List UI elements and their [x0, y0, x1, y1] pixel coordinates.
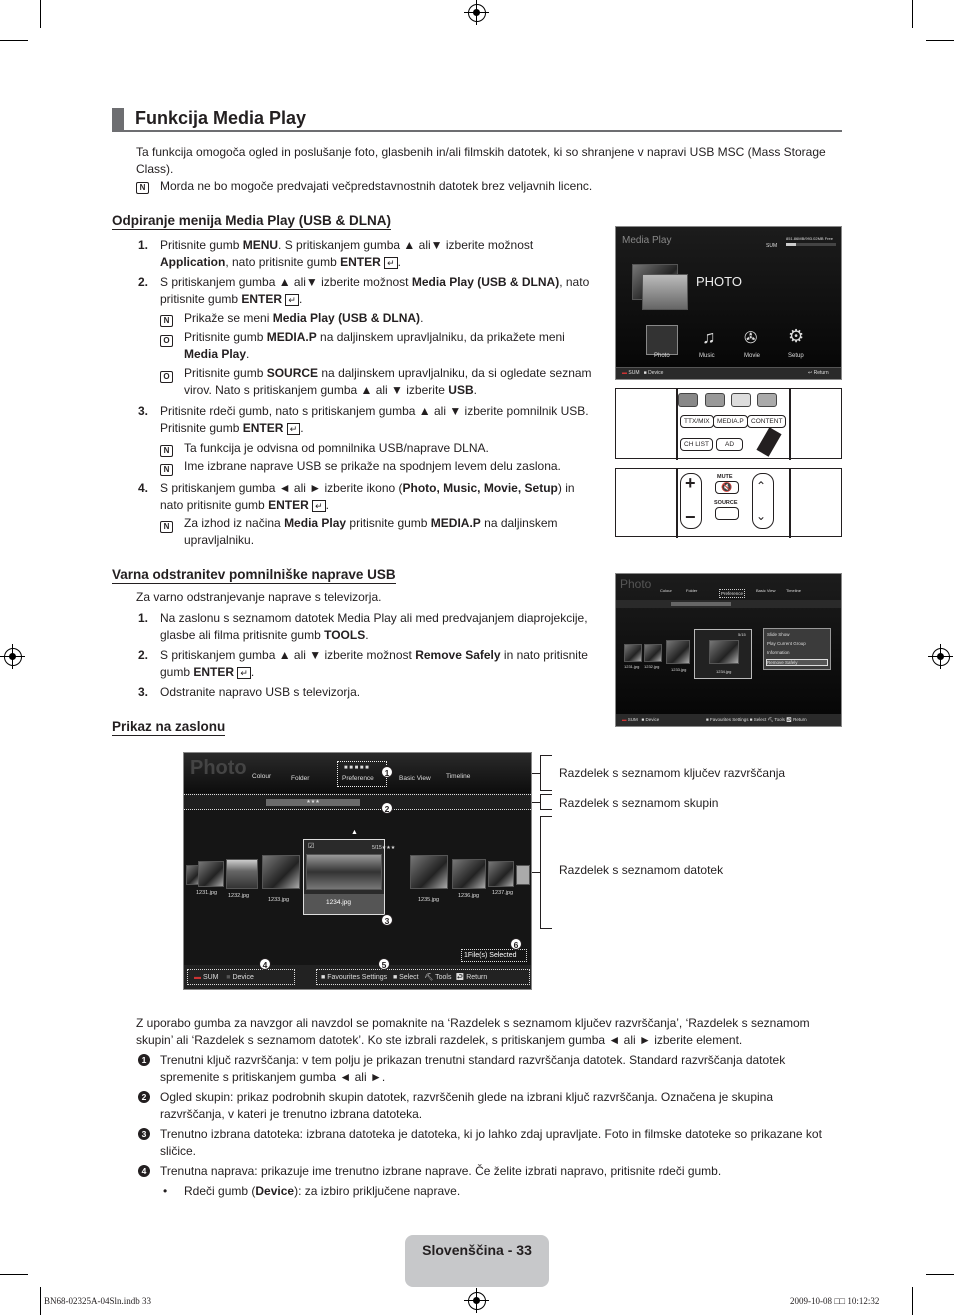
registration-mark	[932, 648, 950, 666]
selected-count: 1File(s) Selected	[464, 952, 517, 959]
note-5: Ime izbrane naprave USB se prikaže na spodnjem levem delu zaslona.	[184, 459, 561, 473]
browser-title: Photo	[190, 757, 247, 779]
section3-body: Z uporabo gumba za navzgor ali navzdol se pomaknite na ‘Razdelek s seznamom ključev razvrščanja’, ‘Razdelek s seznamom skupin’ ali ‘Razdelek s seznamom datotek’. Ko ste izbrali razdelek, s pritiskanjem gumba ◄ ali ► izberite element.	[136, 1016, 810, 1047]
print-file-info: BN68-02325A-04Sln.indb 33	[44, 1296, 152, 1306]
registration-mark	[4, 648, 22, 666]
setup-icon: ⚙	[788, 326, 805, 346]
menu-slide-show[interactable]: Slide Show	[767, 632, 790, 637]
note-1: Prikaže se meni Media Play (USB & DLNA).	[184, 311, 424, 325]
mute-label: MUTE	[717, 474, 733, 480]
intro-text: Ta funkcija omogoča ogled in poslušanje foto, glasbenih in/ali filmskih datotek, ki so shranjene v napravi USB MSC (Mass Storage Class).	[136, 145, 826, 176]
item-2: Ogled skupin: prikaz podrobnih skupin datotek, razvrščenih glede na izbrani ključ razvrščanja. Označena je skupina razvrščanja, v kateri je trenutno izbrana datoteka.	[160, 1090, 774, 1121]
menu-play-current-group[interactable]: Play Current Group	[767, 641, 806, 646]
group-list[interactable]: ★★★	[184, 794, 532, 810]
remote-illustration-1	[615, 388, 842, 459]
sort-key-basic-view[interactable]: Basic View	[399, 775, 431, 782]
tools-popup	[763, 628, 831, 670]
note-icon: N	[160, 445, 173, 457]
registration-mark	[468, 1292, 486, 1310]
intro-note-text: Morda ne bo mogoče predvajati večpredstavnostnih datotek brez veljavnih licenc.	[160, 179, 593, 193]
callout-sort-key: Razdelek s seznamom ključev razvrščanja	[559, 766, 786, 780]
sort-key-folder[interactable]: Folder	[291, 775, 310, 782]
sort-key-timeline[interactable]: Timeline	[446, 773, 471, 780]
step-4: S pritiskanjem gumba ◄ ali ► izberite ikono (Photo, Music, Movie, Setup) in nato pritisnite gumb ENTER ↵ .	[160, 481, 575, 512]
note-4: Ta funkcija je odvisna od pomnilnika USB/naprave DLNA.	[184, 441, 489, 455]
tools-menu-screen: Photo Colour Folder Preference Basic View Timeline 1231.jpg 1232.jpg 1233.jpg 1234.jpg 5/15 Slide Show Play Current Group Information Remove Safely ▬ SUM ■ Device ■ Favourites Settings ■ Select ⛏ Tools ↩ Return	[615, 573, 842, 727]
print-date: 2009-10-08 □□ 10:12:32	[790, 1296, 880, 1306]
step-1: Pritisnite gumb MENU. S pritiskanjem gumba ▲ ali▼ izberite možnost Application, nato pritisnite gumb ENTER ↵ .	[160, 238, 534, 269]
step-3: Pritisnite rdeči gumb, nato s pritiskanjem gumba ▲ ali ▼ izberite pomnilnik USB. Pritisnite gumb ENTER ↵ .	[160, 404, 589, 435]
movie-icon: ✇	[744, 330, 758, 347]
safe-remove-intro: Za varno odstranjevanje naprave s televizorja.	[136, 590, 382, 604]
remove-step-1: Na zaslonu s seznamom datotek Media Play ali med predvajanjem diaprojekcije, glasbe ali filma pritisnite gumb TOOLS.	[160, 611, 588, 642]
menu-information[interactable]: Information	[767, 650, 790, 655]
current-file[interactable]: ☑ 5/15★★★ 1234.jpg	[303, 839, 385, 915]
sort-key-preference[interactable]: Preference	[342, 775, 374, 782]
note-2: Pritisnite gumb MEDIA.P na daljinskem upravljalniku, da prikažete meni Media Play.	[184, 330, 565, 361]
music-icon: ♫	[702, 327, 716, 347]
page-title: Funkcija Media Play	[135, 108, 307, 128]
file-browser-screen: Photo Colour Folder ■ ■ ■ ■ ■ Preference Basic View Timeline ★★★ ▲ ☑ 5/15★★★ 1234.jpg 1231.jpg 1232.jpg 1233.jpg 1235.jpg 1236.jpg 1237.jpg 1File(s) Selected ▬ SUM ■ Device ■ Favourites Settings ■ Select ⛏ Tools ↩ Return	[183, 752, 532, 990]
remote-icon: O	[160, 335, 173, 347]
title-rule	[112, 130, 842, 132]
media-p-button[interactable]: MEDIA.P	[713, 415, 748, 428]
ad-button[interactable]: AD	[716, 438, 743, 451]
remove-step-3: Odstranite napravo USB s televizorja.	[160, 685, 361, 699]
item-1: Trenutni ključ razvrščanja: v tem polju je prikazan trenutni standard razvrščanja datotek. Standard razvrščanja datotek spremenite s pritiskanjem gumba ◄ ali ►.	[160, 1053, 786, 1084]
item-4: Trenutna naprava: prikazuje ime trenutno izbrane naprave. Če želite izbrati napravo, pritisnite rdeči gumb.	[160, 1164, 722, 1178]
note-icon: N	[136, 182, 149, 194]
section-heading-open-menu: Odpiranje menija Media Play (USB & DLNA)	[112, 213, 392, 228]
remove-step-2: S pritiskanjem gumba ▲ ali ▼ izberite možnost Remove Safely in nato pritisnite gumb ENTER ↵ .	[160, 648, 588, 679]
device-name: SUM	[766, 243, 778, 249]
intro-note	[136, 178, 149, 195]
category-label: PHOTO	[696, 274, 742, 289]
free-space: 851.86MB/993.02MB Free	[786, 236, 833, 241]
note-icon: N	[160, 521, 173, 533]
mute-button[interactable]: 🔇	[715, 481, 739, 494]
callout-files: Razdelek s seznamom datotek	[559, 863, 724, 877]
media-play-screen: Media Play SUM 851.86MB/993.02MB Free PHOTO Photo ♫ Music ✇ Movie ⚙ Setup ▬ SUM ■ Device ↩ Return	[615, 226, 842, 380]
photo-icon[interactable]	[646, 325, 678, 355]
section-heading-display: Prikaz na zaslonu	[112, 719, 226, 734]
note-6: Za izhod iz načina Media Play pritisnite gumb MEDIA.P na daljinskem upravljalniku.	[184, 516, 558, 547]
item-3: Trenutno izbrana datoteka: izbrana datoteka je datoteka, ki jo lahko zdaj upravljate. Foto in filmske datoteke so prikazane kot sličice.	[160, 1127, 822, 1158]
note-3: Pritisnite gumb SOURCE na daljinskem upravljalniku, da si ogledate seznam virov. Nato s pritiskanjem gumba ▲ ali ▼ izberite USB.	[184, 366, 592, 397]
page-number: Slovenščina - 33	[422, 1242, 532, 1258]
bullet-dot: •	[163, 1184, 168, 1198]
section-heading-safe-remove: Varna odstranitev pomnilniške naprave USB	[112, 567, 396, 582]
screen-title: Media Play	[622, 235, 672, 246]
menu-remove-safely[interactable]: Remove Safely	[766, 659, 828, 666]
remote-icon: O	[160, 371, 173, 383]
note-icon: N	[160, 315, 173, 327]
content-button[interactable]: CONTENT	[747, 415, 786, 428]
step-2: S pritiskanjem gumba ▲ ali▼ izberite možnost Media Play (USB & DLNA), nato pritisnite gumb ENTER ↵ .	[160, 275, 590, 306]
ttx-button[interactable]: TTX/MIX	[680, 415, 714, 428]
source-button[interactable]	[715, 507, 739, 520]
registration-mark	[468, 4, 486, 22]
title-marker	[112, 108, 124, 130]
ch-list-button[interactable]: CH LIST	[680, 438, 713, 451]
source-label: SOURCE	[714, 500, 738, 506]
note-icon: N	[160, 464, 173, 476]
sort-key-colour[interactable]: Colour	[252, 773, 272, 780]
callout-group: Razdelek s seznamom skupin	[559, 796, 719, 810]
bullet-device: Rdeči gumb (Device): za izbiro priključene naprave.	[184, 1184, 461, 1198]
remote-illustration-2: + − MUTE 🔇 SOURCE ⌃ ⌄	[615, 468, 842, 537]
